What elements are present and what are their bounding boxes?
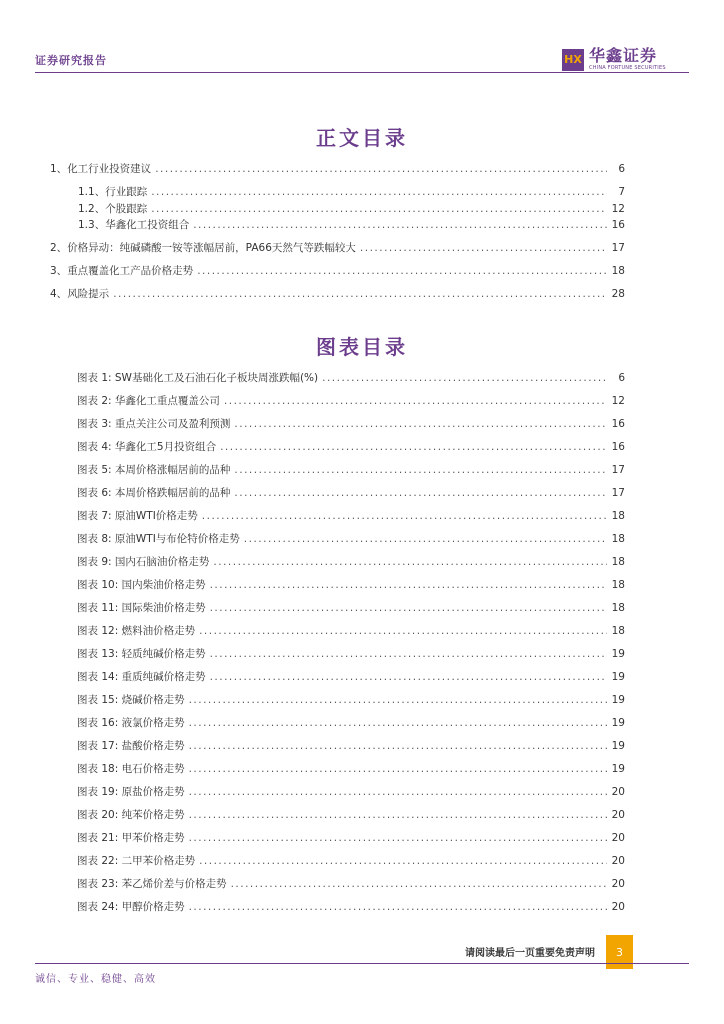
dot-leader xyxy=(234,487,607,499)
figure-label: 图表 2: 华鑫化工重点覆盖公司 xyxy=(77,395,220,407)
page-number: 3 xyxy=(606,935,633,969)
toc-number: 3、 xyxy=(50,265,68,277)
toc-label: 价格异动：纯碱磷酸一铵等涨幅居前，PA66天然气等跌幅较大 xyxy=(67,242,356,254)
toc-label: 行业跟踪 xyxy=(105,186,148,198)
figure-entry[interactable] xyxy=(77,623,625,638)
figure-page-number: 20 xyxy=(611,901,625,913)
toc-entry[interactable] xyxy=(78,217,625,232)
dot-leader xyxy=(360,242,607,254)
figure-entry[interactable] xyxy=(77,577,625,592)
figure-label: 图表 13: 轻质纯碱价格走势 xyxy=(77,648,206,660)
figure-label: 图表 3: 重点关注公司及盈利预测 xyxy=(77,418,231,430)
figure-label: 图表 6: 本周价格跌幅居前的品种 xyxy=(77,487,231,499)
dot-leader xyxy=(189,832,607,844)
toc-entry[interactable] xyxy=(50,286,625,301)
toc-number: 1.3、 xyxy=(78,219,106,231)
figure-page-number: 18 xyxy=(611,579,625,591)
figure-entry[interactable] xyxy=(77,830,625,845)
figure-label: 图表 22: 二甲苯价格走势 xyxy=(77,855,196,867)
footer-divider xyxy=(35,963,689,964)
dot-leader xyxy=(197,265,607,277)
figure-entry[interactable] xyxy=(77,600,625,615)
figure-entry[interactable] xyxy=(77,646,625,661)
figure-entry[interactable] xyxy=(77,508,625,523)
figure-label: 图表 19: 原盐价格走势 xyxy=(77,786,185,798)
figure-page-number: 17 xyxy=(611,464,625,476)
dot-leader xyxy=(189,740,607,752)
figure-page-number: 20 xyxy=(611,855,625,867)
figure-entry[interactable] xyxy=(77,807,625,822)
figure-label: 图表 9: 国内石脑油价格走势 xyxy=(77,556,210,568)
figure-label: 图表 17: 盐酸价格走势 xyxy=(77,740,185,752)
toc-entry[interactable] xyxy=(50,240,625,255)
toc-page-number: 6 xyxy=(618,163,625,175)
dot-leader xyxy=(210,671,607,683)
brand-logo xyxy=(562,47,666,72)
dot-leader xyxy=(151,203,607,215)
figure-entry[interactable] xyxy=(77,784,625,799)
figure-page-number: 20 xyxy=(611,832,625,844)
figure-page-number: 16 xyxy=(611,441,625,453)
figure-entry[interactable] xyxy=(77,715,625,730)
toc-title: 正文目录 xyxy=(316,126,408,150)
toc-page-number: 28 xyxy=(611,288,625,300)
figure-label: 图表 23: 苯乙烯价差与价格走势 xyxy=(77,878,227,890)
dot-leader xyxy=(113,288,607,300)
dot-leader xyxy=(244,533,607,545)
figure-page-number: 19 xyxy=(611,694,625,706)
logo-mark-icon: HX xyxy=(562,49,584,71)
figure-label: 图表 5: 本周价格涨幅居前的品种 xyxy=(77,464,231,476)
dot-leader xyxy=(189,694,607,706)
toc-label: 化工行业投资建议 xyxy=(67,163,152,175)
toc-page-number: 17 xyxy=(611,242,625,254)
figure-page-number: 18 xyxy=(611,533,625,545)
figure-entry[interactable] xyxy=(77,485,625,500)
logo-text xyxy=(589,47,666,72)
figure-label: 图表 16: 液氯价格走势 xyxy=(77,717,185,729)
dot-leader xyxy=(189,809,607,821)
figure-entry[interactable] xyxy=(77,393,625,408)
dot-leader xyxy=(189,717,607,729)
figure-entry[interactable] xyxy=(77,439,625,454)
figure-entry[interactable] xyxy=(77,554,625,569)
toc-page-number: 16 xyxy=(611,219,625,231)
toc-number: 1.2、 xyxy=(78,203,106,215)
figure-page-number: 19 xyxy=(611,648,625,660)
figure-label: 图表 15: 烧碱价格走势 xyxy=(77,694,185,706)
figure-label: 图表 4: 华鑫化工5月投资组合 xyxy=(77,441,217,453)
dot-leader xyxy=(322,372,607,384)
toc-label: 个股跟踪 xyxy=(105,203,148,215)
figure-label: 图表 12: 燃料油价格走势 xyxy=(77,625,196,637)
toc-entry[interactable] xyxy=(78,184,625,199)
figure-page-number: 19 xyxy=(611,717,625,729)
toc-page-number: 12 xyxy=(611,203,625,215)
dot-leader xyxy=(155,163,607,175)
toc-number: 2、 xyxy=(50,242,68,254)
figure-label: 图表 7: 原油WTI价格走势 xyxy=(77,510,198,522)
figure-entry[interactable] xyxy=(77,370,625,385)
figure-entry[interactable] xyxy=(77,876,625,891)
figure-label: 图表 10: 国内柴油价格走势 xyxy=(77,579,206,591)
figure-page-number: 18 xyxy=(611,510,625,522)
dot-leader xyxy=(210,648,607,660)
figure-page-number: 16 xyxy=(611,418,625,430)
figure-label: 图表 1: SW基础化工及石油石化子板块周涨跌幅(%) xyxy=(77,372,319,384)
dot-leader xyxy=(189,763,607,775)
dot-leader xyxy=(189,901,607,913)
figure-entry[interactable] xyxy=(77,692,625,707)
toc-entry[interactable] xyxy=(78,201,625,216)
figure-entry[interactable] xyxy=(77,531,625,546)
figure-page-number: 6 xyxy=(618,372,625,384)
toc-page-number: 18 xyxy=(611,265,625,277)
figure-page-number: 12 xyxy=(611,395,625,407)
dot-leader xyxy=(234,464,607,476)
logo-cn: 华鑫证券 xyxy=(589,46,658,65)
figure-label: 图表 18: 电石价格走势 xyxy=(77,763,185,775)
figure-page-number: 18 xyxy=(611,625,625,637)
dot-leader xyxy=(189,786,607,798)
figure-label: 图表 24: 甲醇价格走势 xyxy=(77,901,185,913)
dot-leader xyxy=(224,395,607,407)
figure-label: 图表 14: 重质纯碱价格走势 xyxy=(77,671,206,683)
report-type-label: 证券研究报告 xyxy=(35,54,107,67)
toc-page-number: 7 xyxy=(618,186,625,198)
figure-page-number: 18 xyxy=(611,602,625,614)
toc-label: 重点覆盖化工产品价格走势 xyxy=(67,265,194,277)
footer-slogan: 诚信、专业、稳健、高效 xyxy=(35,974,156,985)
figure-page-number: 18 xyxy=(611,556,625,568)
figure-entry[interactable] xyxy=(77,761,625,776)
figure-entry[interactable] xyxy=(77,738,625,753)
figure-page-number: 19 xyxy=(611,740,625,752)
figure-label: 图表 21: 甲苯价格走势 xyxy=(77,832,185,844)
dot-leader xyxy=(193,219,607,231)
dot-leader xyxy=(199,625,607,637)
dot-leader xyxy=(220,441,607,453)
figure-page-number: 19 xyxy=(611,763,625,775)
dot-leader xyxy=(210,579,607,591)
disclaimer-note: 请阅读最后一页重要免责声明 xyxy=(465,948,595,959)
logo-en: CHINA FORTUNE SECURITIES xyxy=(589,65,666,71)
figure-list-title: 图表目录 xyxy=(316,335,408,359)
dot-leader xyxy=(199,855,607,867)
figure-page-number: 17 xyxy=(611,487,625,499)
toc-label: 华鑫化工投资组合 xyxy=(105,219,190,231)
toc-number: 1.1、 xyxy=(78,186,106,198)
toc-label: 风险提示 xyxy=(67,288,110,300)
dot-leader xyxy=(234,418,607,430)
dot-leader xyxy=(151,186,607,198)
figure-label: 图表 11: 国际柴油价格走势 xyxy=(77,602,206,614)
figure-entry[interactable] xyxy=(77,669,625,684)
figure-entry[interactable] xyxy=(77,462,625,477)
toc-number: 4、 xyxy=(50,288,68,300)
figure-entry[interactable] xyxy=(77,899,625,914)
dot-leader xyxy=(202,510,607,522)
figure-page-number: 19 xyxy=(611,671,625,683)
figure-label: 图表 20: 纯苯价格走势 xyxy=(77,809,185,821)
toc-number: 1、 xyxy=(50,163,68,175)
figure-entry[interactable] xyxy=(77,416,625,431)
figure-page-number: 20 xyxy=(611,878,625,890)
figure-page-number: 20 xyxy=(611,809,625,821)
toc-entry[interactable] xyxy=(50,263,625,278)
figure-label: 图表 8: 原油WTI与布伦特价格走势 xyxy=(77,533,240,545)
dot-leader xyxy=(231,878,607,890)
figure-page-number: 20 xyxy=(611,786,625,798)
dot-leader xyxy=(213,556,607,568)
toc-entry[interactable] xyxy=(50,161,625,176)
header-divider xyxy=(35,72,689,73)
figure-entry[interactable] xyxy=(77,853,625,868)
dot-leader xyxy=(210,602,607,614)
